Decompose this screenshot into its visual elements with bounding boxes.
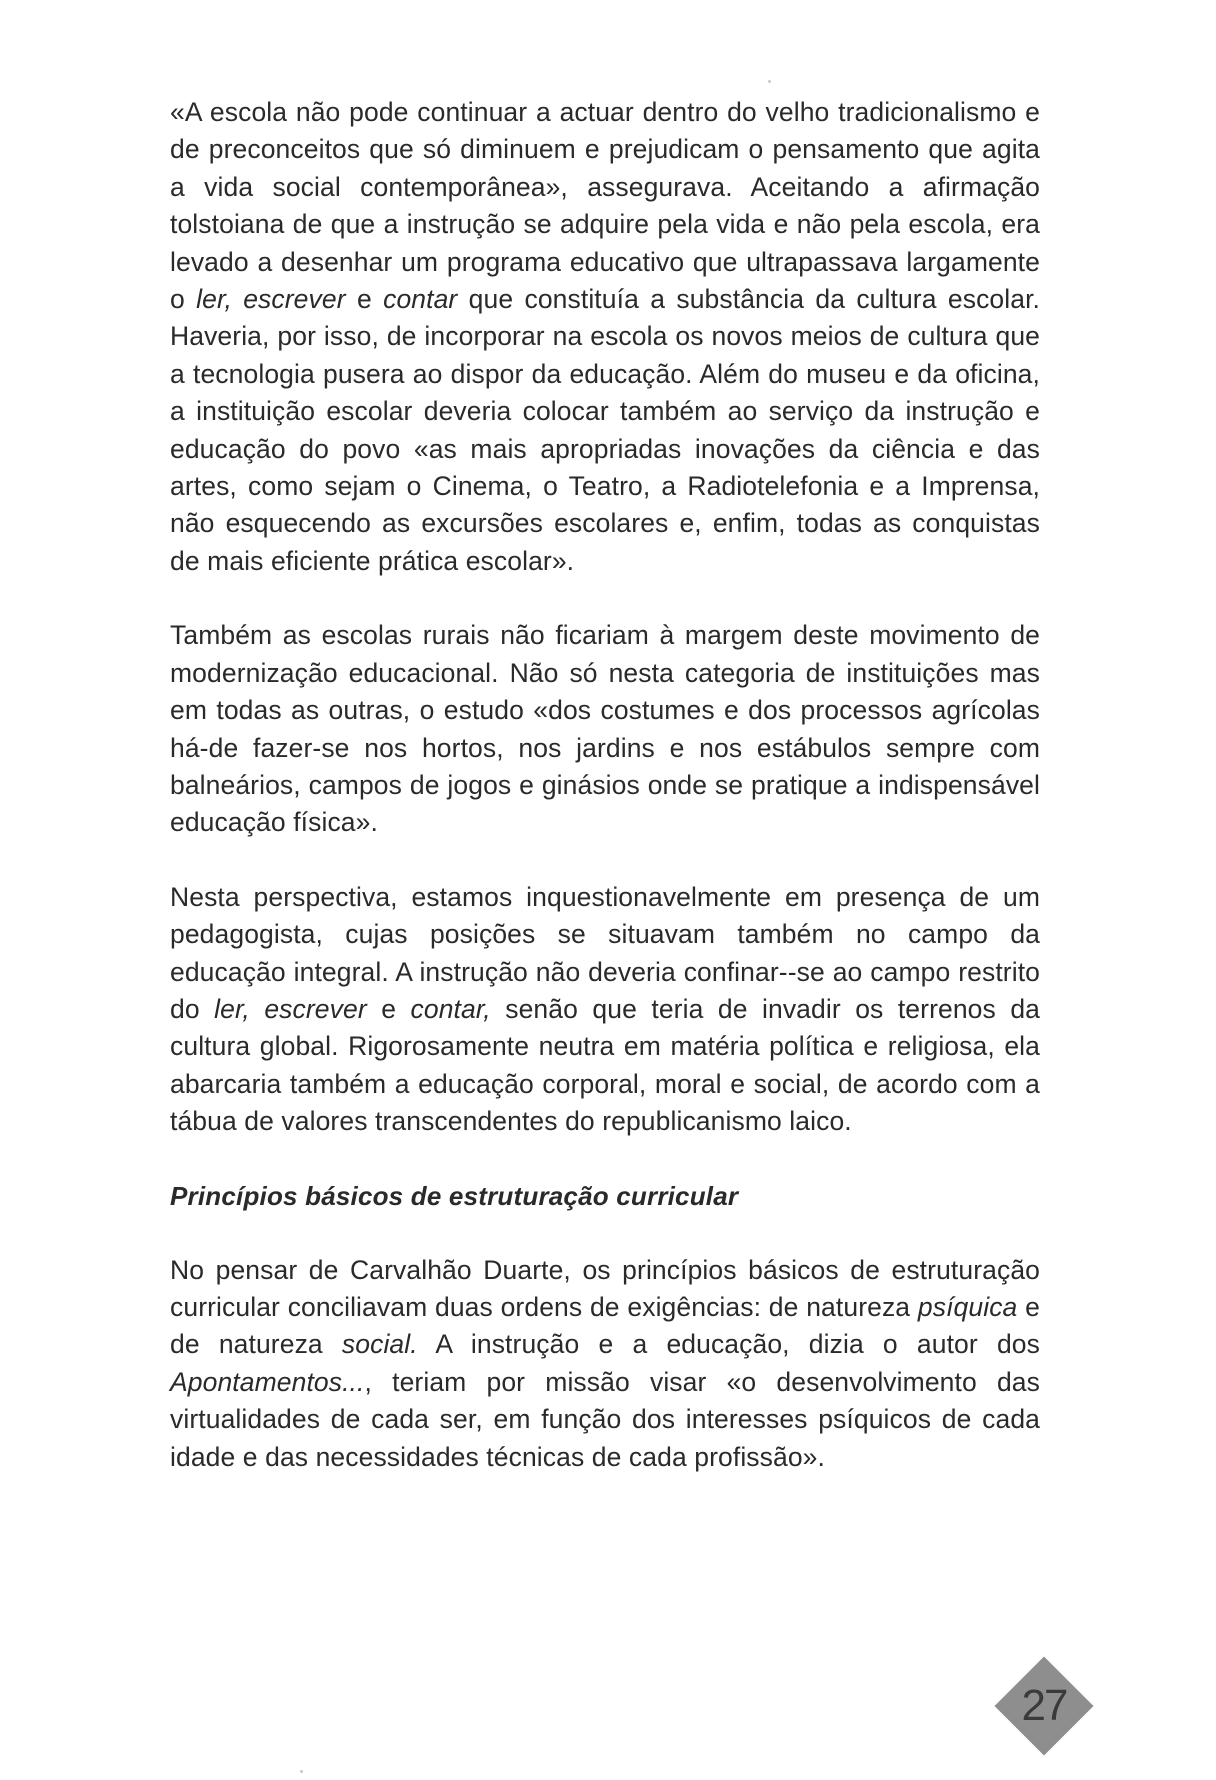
p1-seg-0: «A escola não pode continuar a actuar dentro do velho tradicionalismo e de preconceitos que só diminuem e prejudicam o pensamento que agita a vida social contemporânea», assegurava. Aceitando a afirmação tolstoiana de que a instrução se adquire pela vida e não pela escola, era levado a desenhar um programa educativo que ultrapassava largamente o	[170, 97, 1040, 315]
p3-seg-3-italic: contar,	[410, 993, 491, 1024]
page-number-badge	[991, 1653, 1097, 1759]
p4-seg-6: , teriam por missão visar «o desenvolvimento das virtualidades de cada ser, em função dos interesses psíquicos de cada idade e das necessidades técnicas de cada profissão».	[170, 1366, 1040, 1472]
p1-seg-3-italic: contar	[383, 284, 458, 315]
p4-seg-1-italic: psíquica	[917, 1291, 1018, 1322]
section-heading: Princípios básicos de estruturação curricular	[170, 1180, 739, 1211]
p4-seg-4: A instrução e a educação, dizia o autor dos	[417, 1329, 1040, 1360]
paper-speck	[768, 80, 771, 83]
p4-seg-5-italic: Apontamentos...	[170, 1366, 365, 1397]
p4-seg-0: No pensar de Carvalhão Duarte, os princípios básicos de estruturação curricular conciliavam duas ordens de exigências: de natureza	[170, 1254, 1040, 1322]
p3-seg-1-italic: ler, escrever	[214, 993, 367, 1024]
p1-seg-2: e	[345, 284, 384, 315]
p3-seg-2: e	[366, 993, 411, 1024]
p1-seg-1-italic: ler, escrever	[196, 284, 346, 315]
p4-seg-2: e de natureza	[170, 1291, 1040, 1360]
paper-speck	[300, 1770, 303, 1773]
p3-seg-0: Nesta perspectiva, estamos inquestionavelmente em presença de um pedagogista, cujas posições se situavam também no campo da educação integral. A instrução não deveria confinar--se ao campo restrito do	[170, 881, 1040, 1024]
paragraph-4	[170, 1252, 1040, 1476]
paragraph-3	[170, 879, 1040, 1141]
page-number: 27	[1021, 1681, 1067, 1730]
paragraph-2	[170, 617, 1040, 841]
p3-seg-4: senão que teria de invadir os terrenos da cultura global. Rigorosamente neutra em matéria política e religiosa, ela abarcaria também a educação corporal, moral e social, de acordo com a tábua de valores transcendentes do republicanismo laico.	[170, 993, 1040, 1137]
document-body	[170, 94, 1040, 1476]
paragraph-1	[170, 94, 1040, 580]
p2-seg-0: Também as escolas rurais não ficariam à margem deste movimento de modernização educacional. Não só nesta categoria de instituições mas em todas as outras, o estudo «dos costumes e dos processos agrícolas há-de fazer-se nos hortos, nos jardins e nos estábulos sempre com balneários, campos de jogos e ginásios onde se pratique a indispensável educação física».	[170, 620, 1040, 838]
p1-seg-4: que constituía a substância da cultura escolar. Haveria, por isso, de incorporar na escola os novos meios de cultura que a tecnologia pusera ao dispor da educação. Além do museu e da oficina, a instituição escolar deveria colocar também ao serviço da instrução e educação do povo «as mais apropriadas inovações da ciência e das artes, como sejam o Cinema, o Teatro, a Radiotelefonia e a Imprensa, não esquecendo as excursões escolares e, enfim, todas as conquistas de mais eficiente prática escolar».	[170, 284, 1041, 576]
p4-seg-3-italic: social.	[341, 1329, 418, 1360]
